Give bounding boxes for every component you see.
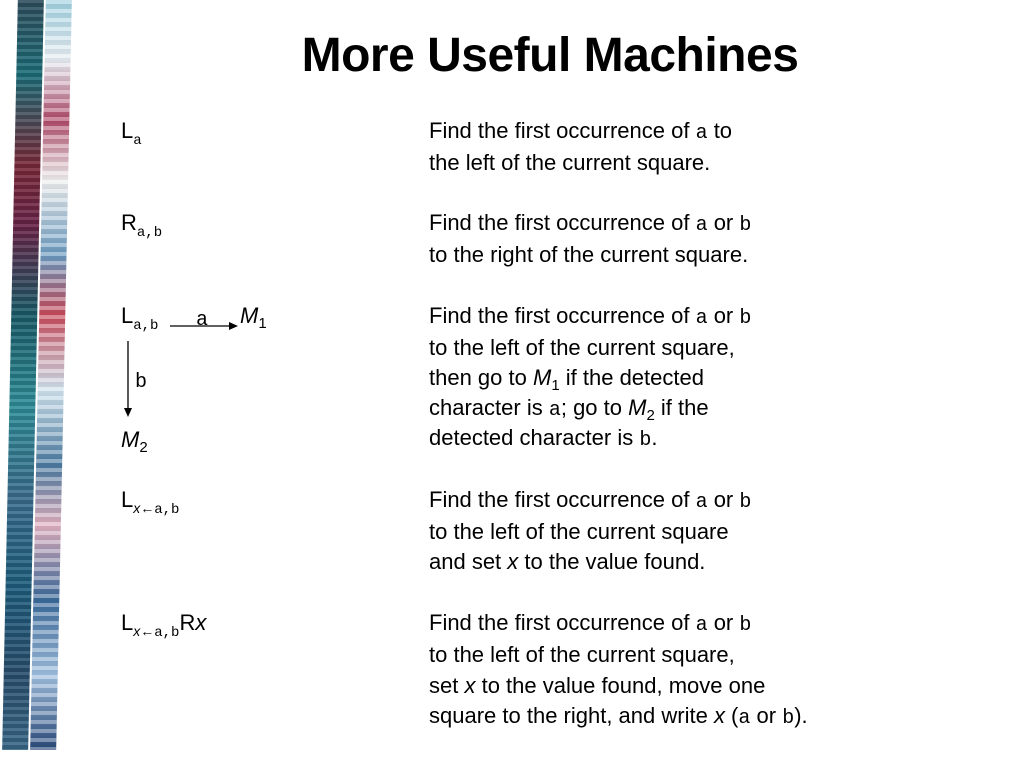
machine-desc-lab-line3: then go to $M_1$ if the detected — [429, 365, 704, 394]
machine-desc-la-line1: Find the first occurrence of a to — [429, 118, 733, 145]
machine-desc-lxrx-line2: to the left of the current square, — [429, 642, 735, 667]
target-m2: $M_2$ — [121, 427, 148, 456]
machine-desc-la-line2: the left of the current square. — [429, 150, 711, 175]
machine-label-lxrx: $L_{x\leftarrow a,b}Rx$ — [121, 610, 207, 641]
machine-label-lab: $L_{a,b}$ — [121, 303, 159, 334]
slide-title: More Useful Machines — [301, 29, 799, 82]
machine-label-rab: $R_{a,b}$ — [121, 210, 163, 241]
arrow-label-a: a — [196, 309, 209, 332]
machine-desc-lxrx-line3: set x to the value found, move one — [429, 673, 766, 698]
arrow-down-to-m2 — [124, 341, 132, 417]
machine-desc-lxrx-line1: Find the first occurrence of a or b — [429, 610, 752, 637]
machine-desc-lx-line2: to the left of the current square — [429, 519, 729, 544]
machine-desc-rab-line2: to the right of the current square. — [429, 242, 749, 267]
machine-desc-lx-line1: Find the first occurrence of a or b — [429, 487, 752, 514]
machine-desc-lab-line4: character is a; go to $M_2$ if the — [429, 395, 709, 424]
machine-desc-lab-line1: Find the first occurrence of a or b — [429, 303, 752, 330]
machine-desc-rab-line1: Find the first occurrence of a or b — [429, 210, 752, 237]
arrow-label-b: b — [135, 371, 148, 394]
machine-label-lx: $L_{x\leftarrow a,b}$ — [121, 487, 180, 518]
machine-desc-lab-line2: to the left of the current square, — [429, 335, 735, 360]
target-m1: $M_1$ — [240, 303, 267, 332]
machine-label-la: $L_a$ — [121, 118, 142, 149]
machine-desc-lab-line5: detected character is b. — [429, 425, 658, 452]
machine-desc-lxrx-line4: square to the right, and write x (a or b). — [429, 703, 808, 730]
machine-desc-lx-line3: and set x to the value found. — [429, 549, 706, 574]
